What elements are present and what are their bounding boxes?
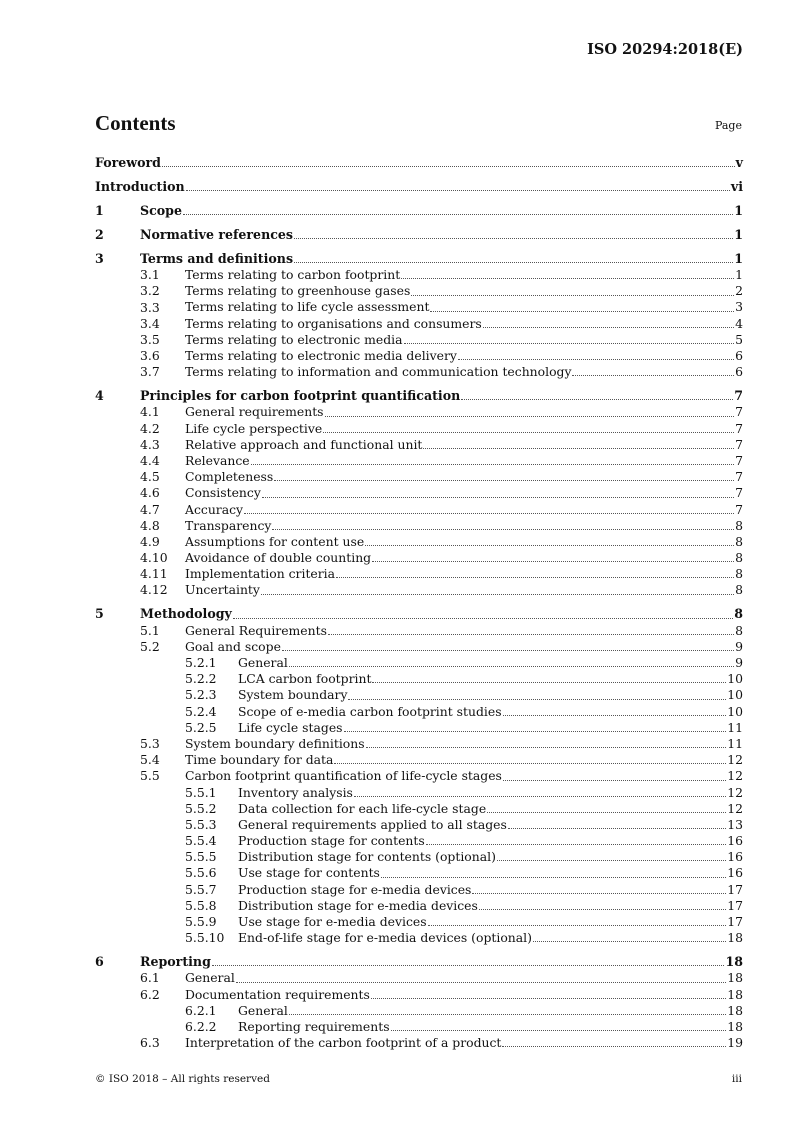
toc-entry-title[interactable]: Uncertainty [185,582,260,598]
toc-entry-title[interactable]: Distribution stage for e-media devices [238,897,478,913]
toc-entry-page: 1 [735,267,743,283]
toc-entry-number: 6.1 [140,970,160,986]
toc-entry-title[interactable]: Use stage for contents [238,865,380,881]
toc-entry[interactable] [95,768,743,784]
toc-entry-number: 4.3 [140,436,160,452]
toc-entry-title[interactable]: Terms relating to greenhouse gases [185,283,411,299]
toc-entry-page: 9 [735,655,743,671]
toc-entry-number: 4.5 [140,469,160,485]
toc-entry[interactable] [95,655,743,671]
toc-entry-page: 11 [727,719,743,735]
dot-leader [372,681,726,683]
toc-entry-page: 8 [735,533,743,549]
toc-entry-number: 5.5.6 [185,865,217,881]
dot-leader [572,374,734,376]
toc-entry-page: 10 [727,671,743,687]
toc-entry-title[interactable]: Introduction [95,178,185,194]
toc-entry-number: 1 [95,202,104,218]
toc-entry-page: 10 [727,703,743,719]
toc-entry-page: 7 [735,485,743,501]
toc-entry-page: 7 [735,469,743,485]
toc-entry-number: 5.2.5 [185,719,217,735]
toc-entry-number: 3.3 [140,299,160,315]
toc-entry-title[interactable]: Terms and definitions [140,250,294,266]
page-number-footer: iii [731,1073,742,1085]
dot-leader [251,463,735,465]
toc-entry-page: 8 [735,582,743,598]
toc-entry-page: 8 [735,517,743,533]
toc-entry[interactable] [95,283,743,299]
toc-entry-title[interactable]: Normative references [140,226,294,242]
toc-entry-number: 4.7 [140,501,160,517]
toc-entry-number: 5.2.2 [185,671,217,687]
toc-entry-number: 4.9 [140,533,160,549]
toc-entry[interactable] [95,849,743,865]
toc-entry-page: 3 [735,299,743,315]
toc-entry-page: 10 [727,687,743,703]
toc-entry-number: 6.2.2 [185,1018,217,1034]
toc-entry-number: 3.6 [140,348,160,364]
toc-entry[interactable] [95,300,743,316]
toc-entry-page: 4 [735,315,743,331]
copyright-footer: © ISO 2018 – All rights reserved [95,1073,270,1085]
toc-entry-page: 17 [727,881,743,897]
toc-entry-number: 3.1 [140,267,160,283]
toc-entry-title[interactable]: Avoidance of double counting [185,550,372,566]
toc-entry-page: 18 [725,954,743,970]
toc-entry-number: 4.8 [140,517,160,533]
toc-entry-page: 8 [734,606,743,622]
toc-entry-title[interactable]: Terms relating to information and communication technology [185,364,572,380]
toc-entry-title[interactable]: General Requirements [185,622,327,638]
toc-entry-title[interactable]: Completeness [185,469,274,485]
toc-entry-page: 7 [735,452,743,468]
toc-entry-number: 5.5 [140,768,160,784]
toc-entry-page: 18 [727,1002,743,1018]
toc-entry-page: 13 [727,816,743,832]
toc-entry-title[interactable]: Time boundary for data [185,752,334,768]
dot-leader [371,997,726,999]
toc-entry-number: 4.4 [140,452,160,468]
toc-entry-title[interactable]: Terms relating to life cycle assessment [185,299,430,315]
toc-entry[interactable] [95,1003,743,1019]
toc-entry-number: 5.5.10 [185,930,225,946]
toc-entry-number: 3 [95,250,104,266]
toc-entry-number: 5.3 [140,735,160,751]
toc-entry[interactable] [95,179,743,195]
dot-leader [391,1029,727,1031]
toc-entry-title[interactable]: General [238,655,288,671]
toc-entry-page: 18 [727,970,743,986]
toc-entry-page: 16 [727,833,743,849]
toc-entry[interactable] [95,801,743,817]
toc-entry[interactable] [95,227,743,243]
toc-entry-number: 3.4 [140,315,160,331]
toc-entry-title[interactable]: Documentation requirements [185,986,370,1002]
dot-leader [323,431,734,433]
toc-entry[interactable] [95,534,743,550]
dot-leader [344,730,727,732]
dot-leader [274,479,734,481]
toc-entry[interactable] [95,785,743,801]
toc-entry-title[interactable]: General requirements applied to all stages [238,816,507,832]
toc-entry-number: 5.2 [140,638,160,654]
dot-leader [458,358,734,360]
toc-entry-number: 6.2 [140,986,160,1002]
toc-entry-page: 18 [727,986,743,1002]
toc-entry[interactable] [95,316,743,332]
toc-entry-number: 5.5.9 [185,914,217,930]
dot-leader [428,924,727,926]
toc-entry-title[interactable]: Foreword [95,154,161,170]
toc-entry-title[interactable]: System boundary definitions [185,735,365,751]
toc-entry[interactable] [95,671,743,687]
toc-entry-title[interactable]: Carbon footprint quantification of life-cycle stages [185,768,502,784]
toc-entry[interactable] [95,987,743,1003]
toc-entry-number: 4 [95,388,104,404]
toc-entry-title[interactable]: Relative approach and functional unit [185,436,423,452]
toc-entry-number: 5.5.8 [185,897,217,913]
toc-entry-number: 3.5 [140,331,160,347]
toc-entry[interactable] [95,421,743,437]
toc-entry-page: 19 [727,1035,743,1051]
toc-entry-title[interactable]: Principles for carbon footprint quantification [140,388,461,404]
toc-entry-title[interactable]: Implementation criteria [185,566,336,582]
toc-entry-number: 6.3 [140,1035,160,1051]
toc-entry-title[interactable]: Production stage for contents [238,833,425,849]
dot-leader [262,496,734,498]
dot-leader [426,843,726,845]
toc-entry-number: 5.4 [140,752,160,768]
toc-entry-page: 7 [735,404,743,420]
dot-leader [162,165,735,167]
dot-leader [261,593,734,595]
toc-entry-number: 5.5.2 [185,800,217,816]
toc-entry-number: 2 [95,226,104,242]
dot-leader [236,981,726,983]
dot-leader [336,576,734,578]
toc-entry-page: 18 [727,1018,743,1034]
dot-leader [502,1045,726,1047]
toc-entry-number: 5.2.1 [185,655,217,671]
toc-entry-page: 17 [727,897,743,913]
toc-entry[interactable] [95,606,743,622]
toc-entry[interactable] [95,898,743,914]
table-of-contents [95,155,743,1051]
dot-leader [461,398,733,400]
toc-entry-title[interactable]: Goal and scope [185,638,281,654]
toc-entry-title[interactable]: Accuracy [185,501,244,517]
dot-leader [366,746,727,748]
toc-entry-number: 5.5.5 [185,849,217,865]
dot-leader [372,560,734,562]
toc-entry-number: 5.5.1 [185,784,217,800]
dot-leader [430,310,734,312]
dot-leader [472,892,726,894]
toc-entry[interactable] [95,865,743,881]
toc-entry[interactable] [95,404,743,420]
toc-entry[interactable] [95,623,743,639]
dot-leader [348,698,726,700]
toc-entry-title[interactable]: Transparency [185,517,272,533]
toc-entry-number: 3.7 [140,364,160,380]
toc-entry[interactable] [95,954,743,970]
dot-leader [381,876,726,878]
toc-entry-page: 2 [735,283,743,299]
dot-leader [508,827,726,829]
toc-entry[interactable] [95,1019,743,1035]
dot-leader [325,415,735,417]
toc-entry-page: v [735,154,743,170]
toc-entry-title[interactable]: Production stage for e-media devices [238,881,472,897]
dot-leader [503,714,727,716]
toc-entry-number: 6.2.1 [185,1002,217,1018]
toc-entry[interactable] [95,817,743,833]
toc-entry[interactable] [95,970,743,986]
toc-entry[interactable] [95,485,743,501]
dot-leader [479,908,726,910]
toc-entry[interactable] [95,518,743,534]
toc-entry-number: 6 [95,954,104,970]
toc-entry[interactable] [95,720,743,736]
document-id-header: ISO 20294:2018(E) [587,41,743,58]
toc-entry-title[interactable]: Terms relating to electronic media delivery [185,348,457,364]
dot-leader [289,665,734,667]
toc-entry-title[interactable]: Interpretation of the carbon footprint of a product [185,1035,502,1051]
dot-leader [497,859,726,861]
toc-entry-page: 8 [735,622,743,638]
toc-entry-title[interactable]: Reporting requirements [238,1018,390,1034]
dot-leader [365,544,734,546]
toc-entry-page: 7 [735,501,743,517]
toc-entry-page: 1 [734,250,743,266]
toc-entry-page: 12 [727,784,743,800]
dot-leader [487,811,726,813]
toc-entry-title[interactable]: Assumptions for content use [185,533,365,549]
dot-leader [183,213,733,215]
toc-entry-number: 5.2.3 [185,687,217,703]
toc-entry-title[interactable]: General requirements [185,404,324,420]
toc-entry-page: 7 [735,420,743,436]
toc-entry-page: 9 [735,638,743,654]
toc-entry-title[interactable]: Scope [140,202,182,218]
toc-entry[interactable] [95,348,743,364]
dot-leader [503,779,726,781]
toc-entry[interactable] [95,566,743,582]
toc-entry-title[interactable]: End-of-life stage for e-media devices (optional) [238,930,532,946]
toc-entry-page: 18 [727,930,743,946]
toc-entry-page: 12 [727,800,743,816]
toc-entry[interactable] [95,704,743,720]
toc-entry-number: 5.2.4 [185,703,217,719]
toc-entry-number: 5.5.7 [185,881,217,897]
toc-entry[interactable] [95,502,743,518]
toc-entry-number: 4.10 [140,550,168,566]
toc-entry-title[interactable]: Consistency [185,485,261,501]
page-column-label: Page [714,119,742,132]
toc-entry-page: 7 [734,388,743,404]
toc-entry[interactable] [95,736,743,752]
toc-entry-title[interactable]: Distribution stage for contents (optional) [238,849,496,865]
toc-entry-title[interactable]: Data collection for each life-cycle stage [238,800,487,816]
toc-entry-page: 12 [727,768,743,784]
toc-entry[interactable] [95,687,743,703]
toc-entry-number: 4.2 [140,420,160,436]
toc-entry-title[interactable]: Methodology [140,606,232,622]
toc-entry[interactable] [95,437,743,453]
toc-entry-number: 5 [95,606,104,622]
dot-leader [212,964,725,966]
contents-heading: Contents [95,111,176,135]
toc-entry-title[interactable]: LCA carbon footprint [238,671,372,687]
dot-leader [272,528,734,530]
dot-leader [354,795,726,797]
toc-entry-title[interactable]: General [238,1002,288,1018]
toc-entry-title[interactable]: System boundary [238,687,348,703]
toc-entry-number: 4.6 [140,485,160,501]
toc-entry[interactable] [95,833,743,849]
toc-entry-page: 6 [735,348,743,364]
dot-leader [244,512,734,514]
dot-leader [233,617,733,619]
toc-entry-title[interactable]: Terms relating to carbon footprint [185,267,401,283]
toc-entry-title[interactable]: Inventory analysis [238,784,353,800]
dot-leader [334,762,726,764]
toc-entry-page: 5 [735,331,743,347]
toc-entry-title[interactable]: Life cycle perspective [185,420,323,436]
toc-entry-page: 12 [727,752,743,768]
dot-leader [533,940,726,942]
toc-entry-number: 5.1 [140,622,160,638]
dot-leader [294,261,733,263]
toc-entry[interactable] [95,639,743,655]
dot-leader [328,633,734,635]
toc-entry[interactable] [95,752,743,768]
toc-entry-number: 5.5.3 [185,816,217,832]
toc-entry-page: 11 [727,735,743,751]
toc-entry[interactable] [95,364,743,380]
toc-entry-title[interactable]: Terms relating to organisations and consumers [185,315,482,331]
toc-entry-number: 4.11 [140,566,168,582]
toc-entry-title[interactable]: Reporting [140,954,211,970]
toc-entry-page: 8 [735,550,743,566]
toc-entry[interactable] [95,267,743,283]
dot-leader [404,342,735,344]
toc-entry[interactable] [95,332,743,348]
toc-entry-number: 4.1 [140,404,160,420]
dot-leader [289,1013,726,1015]
dot-leader [483,326,734,328]
dot-leader [186,189,730,191]
dot-leader [423,447,734,449]
toc-entry-page: 1 [734,226,743,242]
toc-entry-number: 3.2 [140,283,160,299]
toc-entry[interactable] [95,582,743,598]
toc-entry-title[interactable]: Use stage for e-media devices [238,914,427,930]
toc-entry[interactable] [95,155,743,171]
dot-leader [282,649,734,651]
toc-entry[interactable] [95,1035,743,1051]
toc-entry-title[interactable]: General [185,970,235,986]
toc-entry-number: 4.12 [140,582,168,598]
dot-leader [401,277,734,279]
toc-entry-page: vi [730,178,743,194]
toc-entry[interactable] [95,930,743,946]
toc-entry-title[interactable]: Relevance [185,452,250,468]
toc-entry[interactable] [95,453,743,469]
toc-entry-page: 17 [727,914,743,930]
toc-entry[interactable] [95,203,743,219]
toc-entry-page: 8 [735,566,743,582]
dot-leader [411,294,734,296]
toc-entry[interactable] [95,388,743,404]
dot-leader [294,237,733,239]
toc-entry[interactable] [95,882,743,898]
toc-entry-number: 5.5.4 [185,833,217,849]
toc-entry[interactable] [95,550,743,566]
toc-entry-page: 16 [727,849,743,865]
toc-entry-page: 6 [735,364,743,380]
toc-entry[interactable] [95,914,743,930]
toc-entry-page: 16 [727,865,743,881]
toc-entry-page: 7 [735,436,743,452]
toc-entry[interactable] [95,469,743,485]
toc-entry-title[interactable]: Terms relating to electronic media [185,331,403,347]
toc-entry-title[interactable]: Scope of e-media carbon footprint studies [238,703,502,719]
toc-entry[interactable] [95,251,743,267]
toc-entry-title[interactable]: Life cycle stages [238,719,343,735]
toc-entry-page: 1 [734,202,743,218]
